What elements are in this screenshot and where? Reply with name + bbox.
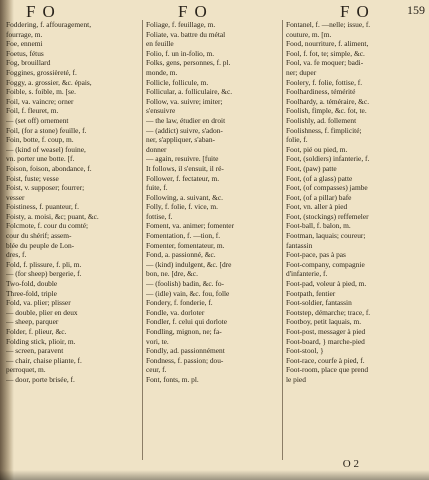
dictionary-entry-line: Foliate, va. battre du métal (146, 29, 226, 39)
dictionary-entry-line: Food, nourriture, f. aliment, (286, 39, 369, 49)
dictionary-entry-line: ner; duper (286, 67, 317, 77)
dictionary-entry-line: donner (146, 144, 167, 154)
dictionary-entry-line: — chair, chaise pliante, f. (6, 355, 82, 365)
dictionary-entry-line: — (foolish) badin, &c. fo- (146, 279, 224, 289)
dictionary-entry-line: blée du peuple de Lon- (6, 240, 75, 250)
dictionary-entry-line: — double, plier en deux (6, 307, 78, 317)
dictionary-entry-line: monde, m. (146, 67, 178, 77)
dictionary-entry-line: folie, f. (286, 135, 308, 145)
dictionary-entry-line: Foot-post, messager à pied (286, 327, 366, 336)
dictionary-entry-line: Foe, ennemi (6, 39, 43, 49)
dictionary-entry-line: Footstep, démarche; trace, f. (286, 307, 371, 317)
dictionary-entry-line: — (addict) suivre, s'adon- (146, 125, 223, 135)
dictionary-entry-line: Fondly, ad. passionnément (146, 346, 225, 356)
column-rule (282, 20, 283, 460)
dictionary-entry-line: Fomenter, fomentateur, m. (146, 240, 225, 250)
dictionary-entry-line: Foot-company, compagnie (286, 259, 365, 269)
dictionary-entry-line: fottise, f. (146, 211, 173, 221)
running-head-right: FO (340, 2, 376, 21)
dictionary-entry-line: bon, ne. [dre, &c. (146, 269, 198, 279)
dictionary-entry-line: — the law, étudier en droit (146, 115, 226, 125)
dictionary-entry-line: Foolishly, ad. follement (286, 115, 357, 125)
dictionary-entry-line: fourrage, m. (6, 29, 43, 39)
dictionary-entry-line: Folcmote, f. cour du comté; (6, 221, 89, 231)
page-number: 159 (407, 3, 425, 17)
column-left (6, 20, 142, 385)
dictionary-entry-line: en feuille (146, 39, 174, 49)
dictionary-entry-line: s'ensuivre (146, 106, 176, 116)
signature-mark: O 2 (342, 458, 359, 470)
dictionary-entry-line: Fondling, mignon, ne; fa- (146, 327, 222, 336)
dictionary-entry-line: Fontanel, f. —nelle; issue, f. (286, 20, 371, 29)
dictionary-entry-line: Foist, fuste; vesse (6, 173, 59, 183)
dictionary-entry-line: Foot, (of a pillar) bafe (286, 192, 352, 202)
dictionary-entry-line: Foot, (paw) patte (286, 163, 337, 173)
dictionary-entry-line: Foliage, f. feuillage, m. (146, 20, 216, 29)
dictionary-entry-line: Foot, (of compasses) jambe (286, 183, 368, 193)
dictionary-entry-line: — screen, paravent (6, 346, 64, 356)
dictionary-entry-line: — sheep, parquer (6, 317, 59, 327)
dictionary-entry-line: — (kind of weasel) fouine, (6, 144, 86, 154)
dictionary-entry-line: Foistiness, f. puanteur, f. (6, 202, 79, 212)
dictionary-entry-line: Foetus, fétus (6, 48, 44, 58)
dictionary-entry-line: Foison, foison, abondance, f. (6, 163, 92, 173)
dictionary-entry-line: — (idle) vain, &c. fou, folle (146, 288, 230, 298)
dictionary-entry-line: Folly, f. folie, f. vice, m. (146, 202, 218, 212)
dictionary-entry-line: Foot, pié ou pied, m. (286, 144, 348, 154)
dictionary-entry-line: Fold, va. plier; plisser (6, 298, 71, 308)
dictionary-entry-line: Foolhardy, a. téméraire, &c. (286, 96, 370, 106)
dictionary-entry-line: dres, f. (6, 250, 27, 260)
dictionary-entry-line: vesser (6, 192, 25, 202)
dictionary-entry-line: Foment, va. animer; fomenter (146, 221, 235, 231)
dictionary-entry-line: Footpath, fentier (286, 288, 336, 298)
dictionary-entry-line: Foot-board, } marche-pied (286, 336, 365, 346)
dictionary-entry-line: Foil, va. vaincre; orner (6, 96, 74, 106)
column-right (286, 20, 424, 385)
dictionary-entry-line: — (kind) indulgent, &c. [dre (146, 259, 232, 269)
dictionary-entry-line: Footman, laquais; coureur; (286, 231, 366, 241)
dictionary-entry-line: Foggines, grossièreté, f. (6, 67, 77, 77)
dictionary-entry-line: Three-fold, triple (6, 288, 57, 298)
dictionary-entry-line: fuite, f. (146, 183, 168, 193)
dictionary-entry-line: Fomentation, f. —tion, f. (146, 231, 221, 241)
dictionary-entry-line: Fondery, f. fonderie, f. (146, 298, 213, 308)
dictionary-entry-line: Foot, (of a glass) patte (286, 173, 353, 183)
dictionary-entry-line: — (set off) ornement (6, 115, 69, 125)
dictionary-entry-line: cour du shérif; assem- (6, 231, 72, 241)
dictionary-entry-line: Fondler, f. celui qui dorlote (146, 317, 227, 327)
dictionary-entry-line: Fold, f. plissure, f. pli, m. (6, 259, 82, 269)
dictionary-entry-line: Folio, f. un in-folio, m. (146, 48, 215, 58)
dictionary-entry-line: Follicle, follicule, m. (146, 77, 209, 87)
dictionary-entry-line: Folding stick, plioir, m. (6, 336, 76, 346)
dictionary-entry-line: couture, m. [m. (286, 29, 332, 39)
dictionary-entry-line: Fog, brouillard (6, 58, 51, 68)
dictionary-entry-line: Foot-room, place que prend (286, 365, 369, 375)
dictionary-entry-line: Follower, f. fectateur, m. (146, 173, 220, 183)
dictionary-entry-line: Two-fold, double (6, 279, 58, 289)
dictionary-entry-line: Foil, (for a stone) feuille, f. (6, 125, 87, 135)
dictionary-entry-line: fantassin (286, 240, 313, 250)
dictionary-entry-line: Fondness, f. passion; dou- (146, 355, 224, 365)
dictionary-entry-line: Font, fonts, m. pl. (146, 374, 199, 384)
page-edge-shadow (0, 470, 429, 480)
dictionary-entry-line: Foil, f. fleuret, m. (6, 106, 59, 116)
dictionary-entry-line: Foot, vn. aller à pied (286, 202, 348, 212)
dictionary-entry-line: Foot-race, courfe à pied, f. (286, 355, 365, 365)
dictionary-entry-line: d'infanterie, f. (286, 269, 328, 279)
dictionary-entry-line: Foot-stool, } (286, 346, 324, 356)
dictionary-entry-line: Fond, a. passionné, &c. (146, 250, 216, 260)
dictionary-entry-line: Foot, (soldiers) infanterie, f. (286, 154, 370, 164)
dictionary-entry-line: Footboy, petit laquais, m. (286, 317, 362, 327)
dictionary-entry-line: Fool, va. fe moquer; badi- (286, 58, 364, 68)
dictionary-entry-line: Foin, botte, f. coup, m. (6, 135, 74, 145)
dictionary-entry-line: — (for sheep) bergerie, f. (6, 269, 82, 279)
dictionary-entry-line: Folks, gens, personnes, f. pl. (146, 58, 231, 68)
dictionary-entry-line: Folder, f. plieur, &c. (6, 327, 67, 336)
dictionary-entry-line: Foist, v. supposer; fourrer; (6, 183, 85, 193)
dictionary-entry-line: Foot-pace, pas à pas (286, 250, 346, 260)
dictionary-entry-line: perroquet, m. (6, 365, 46, 375)
dictionary-entry-line: Follow, va. suivre; imiter; (146, 96, 223, 106)
dictionary-entry-line: Foot-soldier, fantassin (286, 298, 352, 308)
dictionary-entry-line: Foddering, f. affouragement, (6, 20, 92, 29)
dictionary-entry-line: Foolhardiness, témérité (286, 87, 356, 97)
column-rule (142, 20, 143, 460)
dictionary-entry-line: Foggy, a. grossier, &c. épais, (6, 77, 92, 87)
dictionary-entry-line: Foot-ball, f. balon, m. (286, 221, 351, 231)
column-middle (146, 20, 282, 385)
dictionary-entry-line: — door, porte brisée, f. (6, 374, 75, 384)
running-head-middle: FO (178, 2, 214, 21)
dictionary-entry-line: le pied (286, 374, 306, 384)
dictionary-entry-line: Foot, (stockings) reffemeler (286, 211, 369, 221)
dictionary-entry-line: ner, s'appliquer, s'aban- (146, 135, 215, 145)
dictionary-entry-line: vn. porter une botte. [f. (6, 154, 75, 164)
dictionary-entry-line: vori, te. (146, 336, 169, 346)
dictionary-entry-line: It follows, il s'ensuit, il ré- (146, 163, 224, 173)
dictionary-entry-line: Follicular, a. folliculaire, &c. (146, 87, 233, 97)
dictionary-entry-line: ceur, f. (146, 365, 167, 375)
dictionary-entry-line: Foolishness, f. fimplicité; (286, 125, 362, 135)
running-head-left: FO (26, 2, 62, 21)
dictionary-entry-line: — again, resuivre. [fuite (146, 154, 219, 164)
dictionary-entry-line: Foolish, fimple, &c. fot, te. (286, 106, 367, 116)
dictionary-entry-line: Following, a. suivant, &c. (146, 192, 223, 202)
dictionary-entry-line: Foisty, a. moisi, &c; puant, &c. (6, 211, 99, 221)
dictionary-entry-line: Foolery, f. folie, fottise, f. (286, 77, 363, 87)
dictionary-entry-line: Foot-pad, voleur à pied, m. (286, 279, 367, 289)
dictionary-entry-line: Fool, f. fot, te; simple, &c. (286, 48, 365, 58)
dictionary-entry-line: Foible, s. foible, m. [se. (6, 87, 76, 97)
dictionary-entry-line: Fondle, va. dorloter (146, 307, 205, 317)
